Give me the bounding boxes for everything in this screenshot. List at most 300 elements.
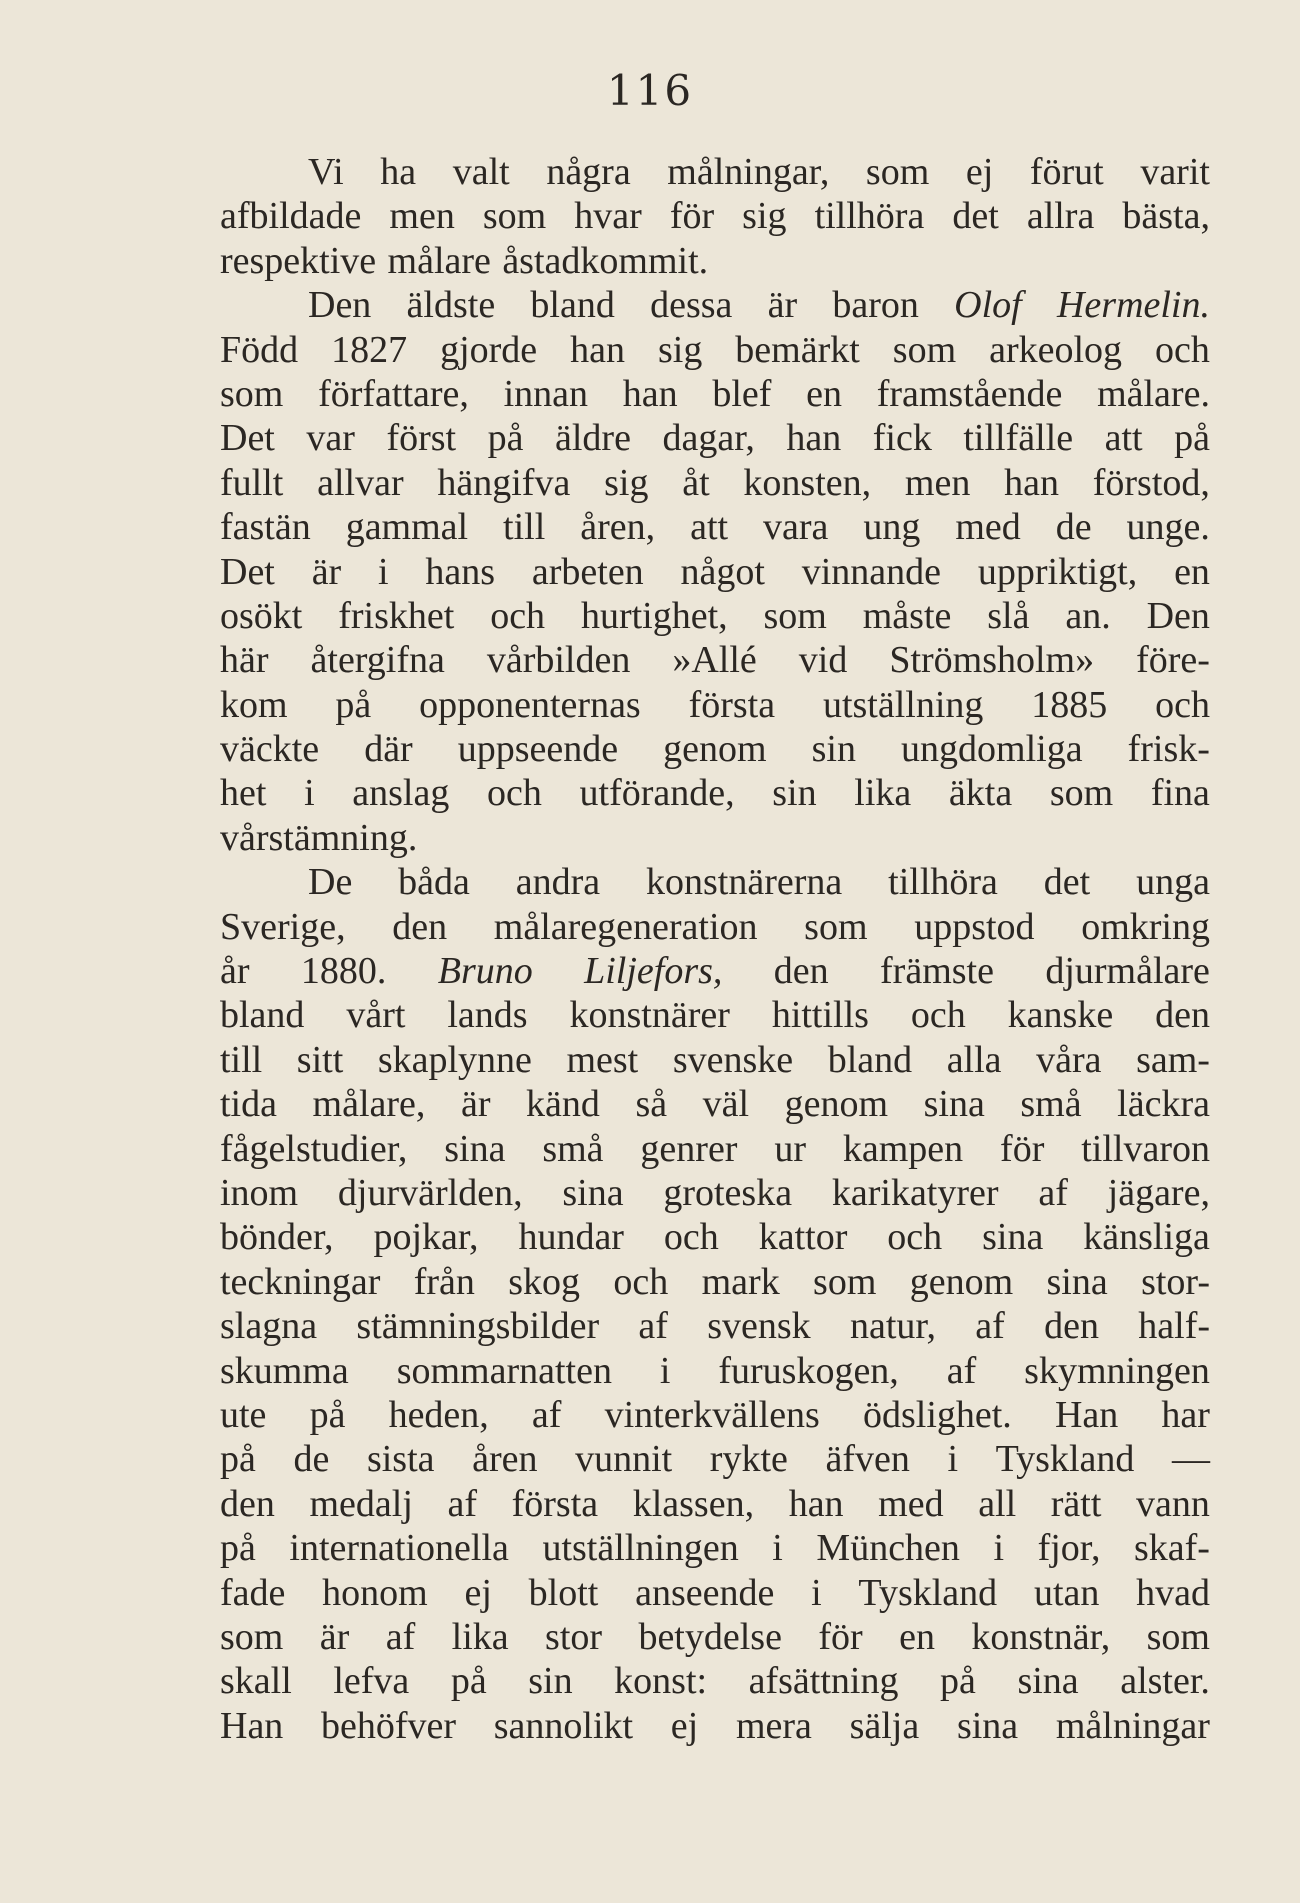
text-line [220, 949, 1210, 993]
word: åren [472, 1438, 538, 1481]
word: ödslighet. [862, 1393, 1012, 1436]
word: i [811, 1571, 822, 1614]
word: som [1146, 1615, 1210, 1658]
word: tillhöra [888, 861, 998, 904]
word: fullt [220, 461, 284, 504]
word: Han [220, 1704, 284, 1747]
word: lands [447, 994, 528, 1037]
word: sina [444, 1127, 506, 1170]
word: som [813, 1260, 877, 1303]
word: på [220, 1527, 256, 1570]
word: alla [946, 1038, 1002, 1081]
word: skaplynne [377, 1038, 532, 1081]
word: sista [366, 1438, 435, 1481]
word: gjorde [440, 328, 538, 371]
word: målare [387, 239, 491, 282]
word: Den [1146, 594, 1210, 637]
word: bemärkt [735, 328, 860, 371]
word: slå [987, 594, 1030, 637]
word: konstnär, [971, 1615, 1111, 1658]
word: andra [515, 861, 601, 904]
word: i [993, 1527, 1005, 1570]
word: för [669, 195, 715, 238]
word: djurmålare [1045, 950, 1210, 993]
text-line [220, 1304, 1210, 1348]
word: arbeten [531, 550, 644, 593]
word: bönder, [220, 1216, 334, 1259]
word: en [1174, 550, 1210, 593]
word: groteska [663, 1171, 793, 1214]
word: på [450, 1660, 487, 1703]
word: på [335, 683, 372, 726]
word: den [1155, 994, 1210, 1037]
word: han [570, 328, 625, 371]
word: konstnärerna [646, 861, 843, 904]
word: rätt [1050, 1482, 1102, 1525]
word: omkring [1081, 905, 1210, 948]
text-line [220, 1171, 1210, 1215]
word: mera [735, 1704, 812, 1747]
word: lika [854, 772, 912, 815]
word: i [659, 1349, 671, 1392]
word: sina [923, 1083, 985, 1126]
word: han [1004, 461, 1059, 504]
text-line [220, 727, 1210, 771]
word: afbildade [220, 195, 362, 238]
word: hundar [518, 1216, 624, 1259]
word: svensk [707, 1305, 811, 1348]
word: sig [742, 195, 787, 238]
word: fick [872, 417, 932, 460]
word: ung [863, 506, 921, 549]
word: sina [1046, 1260, 1108, 1303]
word: afsättning [748, 1660, 899, 1703]
word: han [622, 372, 678, 415]
word: unge. [1126, 506, 1210, 549]
word: hvar [574, 195, 642, 238]
word: små [1020, 1083, 1082, 1126]
word: sina [956, 1704, 1019, 1747]
word: den [773, 950, 829, 993]
word: Tyskland [995, 1438, 1135, 1481]
word: målaregeneration [493, 905, 758, 948]
word: konsten, [743, 461, 872, 504]
word: på [487, 417, 524, 460]
word: varit [1140, 151, 1210, 193]
word: en [899, 1615, 935, 1658]
text-line [220, 1571, 1210, 1615]
word: äldre [555, 417, 631, 460]
word: framstående [876, 372, 1063, 415]
word: bästa, [1122, 195, 1210, 238]
word: svenske [672, 1038, 794, 1081]
word: behöfver [321, 1704, 457, 1747]
text-line [220, 1393, 1210, 1437]
word: osökt [220, 594, 303, 637]
word: uppstod [914, 905, 1035, 948]
word: åt [682, 461, 710, 504]
word: slagna [220, 1305, 318, 1348]
word: är [767, 284, 798, 327]
text-line [220, 239, 1210, 283]
word: genrer [640, 1127, 738, 1170]
word: uppseende [457, 728, 619, 771]
word: kampen [842, 1127, 964, 1170]
text-line [220, 194, 1210, 238]
word: ungdomliga [901, 728, 1083, 771]
word: de [1055, 506, 1092, 549]
word: som [220, 372, 284, 415]
text-line [220, 1526, 1210, 1570]
word: skall [220, 1660, 292, 1703]
word: opponenternas [419, 683, 641, 726]
word: hans [425, 550, 496, 593]
word: känsliga [1083, 1216, 1210, 1259]
word: i [304, 772, 315, 815]
word: första [688, 683, 776, 726]
word: målare, [312, 1083, 426, 1126]
word: fastän [220, 506, 311, 549]
word: på [940, 1660, 976, 1703]
word: konst: [614, 1660, 708, 1703]
word: mark [701, 1260, 780, 1303]
word: allra [1026, 195, 1095, 238]
word: Han [1054, 1393, 1119, 1436]
text-line [220, 550, 1210, 594]
word: 1880. [300, 950, 387, 993]
italic-word: Liljefors, [584, 950, 723, 993]
word: genom [909, 1260, 1014, 1303]
word: måste [862, 594, 952, 637]
word: af [385, 1615, 416, 1658]
word: af [946, 1349, 977, 1392]
word: förstod, [1092, 461, 1210, 504]
word: vårt [346, 994, 406, 1037]
word: utställning [822, 683, 984, 726]
word: skymningen [1024, 1349, 1210, 1392]
word: äkta [948, 772, 1013, 815]
word: vårbilden [486, 639, 631, 682]
word: blef [712, 372, 772, 415]
word: den [1044, 1305, 1099, 1348]
word: betydelse [638, 1615, 782, 1658]
word: af [447, 1482, 477, 1525]
word: vårstämning. [220, 816, 418, 859]
word: »Allé [672, 639, 757, 682]
word: af [975, 1305, 1005, 1348]
italic-word: Olof [954, 284, 1022, 327]
word: konstnärer [569, 994, 730, 1037]
word: medalj [309, 1482, 413, 1525]
text-line [220, 905, 1210, 949]
word: vara [763, 506, 829, 549]
word: sin [811, 728, 856, 771]
word: förut [1029, 151, 1104, 193]
word: till [503, 506, 546, 549]
word: gammal [345, 506, 469, 549]
text-line [220, 1482, 1210, 1526]
italic-word: Hermelin. [1056, 284, 1210, 327]
text-line [220, 594, 1210, 638]
word: sina [1017, 1660, 1079, 1703]
word: så [635, 1083, 668, 1126]
word: valt [452, 151, 510, 193]
word: åstadkommit. [502, 239, 709, 282]
word: stor- [1141, 1260, 1210, 1303]
text-line [220, 860, 1210, 904]
word: tillvaron [1081, 1127, 1210, 1170]
word: som [220, 1615, 284, 1658]
word: utförande, [579, 772, 735, 815]
word: internationella [289, 1527, 509, 1570]
word: och [613, 1260, 669, 1303]
word: målningar, [667, 151, 830, 193]
word: ej [464, 1571, 492, 1614]
word: vann [1136, 1482, 1210, 1525]
word: den [220, 1482, 275, 1525]
word: respektive [220, 239, 377, 282]
word: författare, [318, 372, 469, 415]
word: han [786, 417, 842, 460]
word: af [531, 1393, 562, 1436]
word: som [482, 195, 547, 238]
text-line [220, 1260, 1210, 1304]
word: är [319, 1615, 350, 1658]
word: ha [380, 151, 417, 193]
word: år [220, 950, 250, 993]
word: målningar [1055, 1704, 1210, 1747]
text-line [220, 416, 1210, 460]
text-line [220, 816, 1210, 860]
word: återgifna [310, 639, 445, 682]
word: och [887, 1216, 943, 1259]
word: båda [398, 861, 470, 904]
word: stämningsbilder [356, 1305, 600, 1348]
word: klassen, [632, 1482, 755, 1525]
word: Tyskland [858, 1571, 998, 1614]
word: all [978, 1482, 1017, 1525]
word: Vi [308, 151, 344, 193]
word: rykte [709, 1438, 788, 1481]
word: friskhet [338, 594, 455, 637]
word: här [220, 639, 269, 682]
word: vinnande [801, 550, 942, 593]
word: genom [784, 1083, 889, 1126]
word: som [892, 328, 957, 371]
word: sam- [1136, 1038, 1210, 1081]
word: sin [772, 772, 817, 815]
word: fjor, [1037, 1527, 1101, 1570]
word: främste [880, 950, 994, 993]
word: utan [1033, 1571, 1100, 1614]
word: våra [1036, 1038, 1102, 1081]
word: sannolikt [493, 1704, 634, 1747]
word: fade [220, 1571, 286, 1614]
word: af [638, 1305, 668, 1348]
word: äfven [825, 1438, 910, 1481]
word: de [293, 1438, 330, 1481]
word: stor [545, 1615, 603, 1658]
word: af [1038, 1171, 1068, 1214]
word: ur [774, 1127, 806, 1170]
word: Strömsholm» [889, 639, 1095, 682]
word: som [1049, 772, 1114, 815]
word: blott [528, 1571, 599, 1614]
word: är [311, 550, 342, 593]
word: väckte [220, 728, 320, 771]
word: och [910, 994, 966, 1037]
word: för [818, 1615, 863, 1658]
word: furuskogen, [718, 1349, 899, 1392]
word: sina [982, 1216, 1044, 1259]
word: sig [604, 461, 649, 504]
word: i [947, 1438, 959, 1481]
word: och [487, 772, 542, 815]
word: läckra [1117, 1083, 1210, 1126]
word: vunnit [575, 1438, 673, 1481]
word: hängifva [437, 461, 571, 504]
word: — [1171, 1438, 1210, 1481]
word: på [1174, 417, 1210, 460]
word: en [806, 372, 842, 415]
word: att [690, 506, 729, 549]
word: Det [220, 550, 275, 593]
word: till [220, 1038, 263, 1081]
word: kanske [1007, 994, 1114, 1037]
word: bland [827, 1038, 913, 1081]
word: frisk- [1127, 728, 1210, 771]
word: och [1155, 683, 1210, 726]
text-line [220, 461, 1210, 505]
word: sälja [849, 1704, 920, 1747]
word: äldste [406, 284, 496, 327]
word: Den [308, 284, 372, 327]
word: först [386, 417, 457, 460]
word: anseende [635, 1571, 775, 1614]
text-line [220, 1127, 1210, 1171]
word: fina [1150, 772, 1210, 815]
word: half- [1138, 1305, 1210, 1348]
word: han [788, 1482, 844, 1525]
word: pojkar, [373, 1216, 479, 1259]
word: ej [670, 1704, 699, 1747]
italic-word: Bruno [437, 950, 533, 993]
word: innan [503, 372, 589, 415]
word: anslag [352, 772, 450, 815]
word: med [878, 1482, 944, 1525]
word: hurtighet, [580, 594, 728, 637]
word: 1827 [331, 328, 408, 371]
word: het [220, 772, 267, 815]
page-number: 116 [606, 66, 694, 115]
word: väl [702, 1083, 750, 1126]
word: före- [1136, 639, 1210, 682]
text-line [220, 771, 1210, 815]
word: Sverige, [220, 905, 346, 948]
word: lika [451, 1615, 509, 1658]
word: hittills [771, 994, 869, 1037]
word: små [542, 1127, 604, 1170]
word: för [1000, 1127, 1045, 1170]
word: det [1043, 861, 1091, 904]
word: arkeolog [989, 328, 1123, 371]
word: alster. [1120, 1660, 1210, 1703]
word: an. [1065, 594, 1111, 637]
word: 1885 [1031, 683, 1108, 726]
word: uppriktigt, [977, 550, 1138, 593]
text-line [220, 1082, 1210, 1126]
text-line [220, 1659, 1210, 1703]
word: Det [220, 417, 275, 460]
word: heden, [388, 1393, 489, 1436]
text-line [220, 1437, 1210, 1481]
text-line [220, 683, 1210, 727]
word: i [772, 1527, 783, 1570]
text-line [220, 328, 1210, 372]
text-line [220, 283, 1210, 327]
word: där [364, 728, 413, 771]
word: skog [508, 1260, 581, 1303]
word: jägare, [1107, 1171, 1210, 1214]
word: lefva [333, 1660, 410, 1703]
word: tillhöra [814, 195, 925, 238]
word: karikatyrer [831, 1171, 999, 1214]
word: första [511, 1482, 599, 1525]
word: skaf- [1134, 1527, 1210, 1570]
word: allvar [317, 461, 404, 504]
word: hvad [1136, 1571, 1210, 1614]
word: sina [562, 1171, 624, 1214]
word: fågelstudier, [220, 1127, 408, 1170]
word: teckningar [220, 1260, 381, 1303]
word: i [378, 550, 389, 593]
word: har [1161, 1393, 1210, 1436]
word: unga [1136, 861, 1210, 904]
word: baron [832, 284, 919, 327]
word: som [763, 594, 827, 637]
word: det [952, 195, 999, 238]
word: tillfälle [963, 417, 1074, 460]
word: är [460, 1083, 491, 1126]
word: natur, [849, 1305, 937, 1348]
word: att [1104, 417, 1143, 460]
word: som [804, 905, 868, 948]
word: som [865, 151, 930, 193]
word: vid [798, 639, 848, 682]
word: kattor [758, 1216, 848, 1259]
text-line [220, 993, 1210, 1037]
text-line [220, 1704, 1210, 1748]
word: åren, [580, 506, 656, 549]
word: utställningen [542, 1527, 739, 1570]
word: ute [220, 1393, 267, 1436]
word: inom [220, 1171, 299, 1214]
text-line [220, 505, 1210, 549]
word: ej [965, 151, 994, 193]
word: mest [566, 1038, 639, 1081]
word: tida [220, 1083, 277, 1126]
word: djurvärlden, [337, 1171, 523, 1214]
word: genom [663, 728, 767, 771]
text-line [220, 150, 1210, 194]
word: sommarnatten [396, 1349, 612, 1392]
word: sin [528, 1660, 573, 1703]
word: på [309, 1393, 346, 1436]
word: dessa [650, 284, 733, 327]
word: bland [220, 994, 305, 1037]
word: München [816, 1527, 960, 1570]
word: sig [657, 328, 703, 371]
